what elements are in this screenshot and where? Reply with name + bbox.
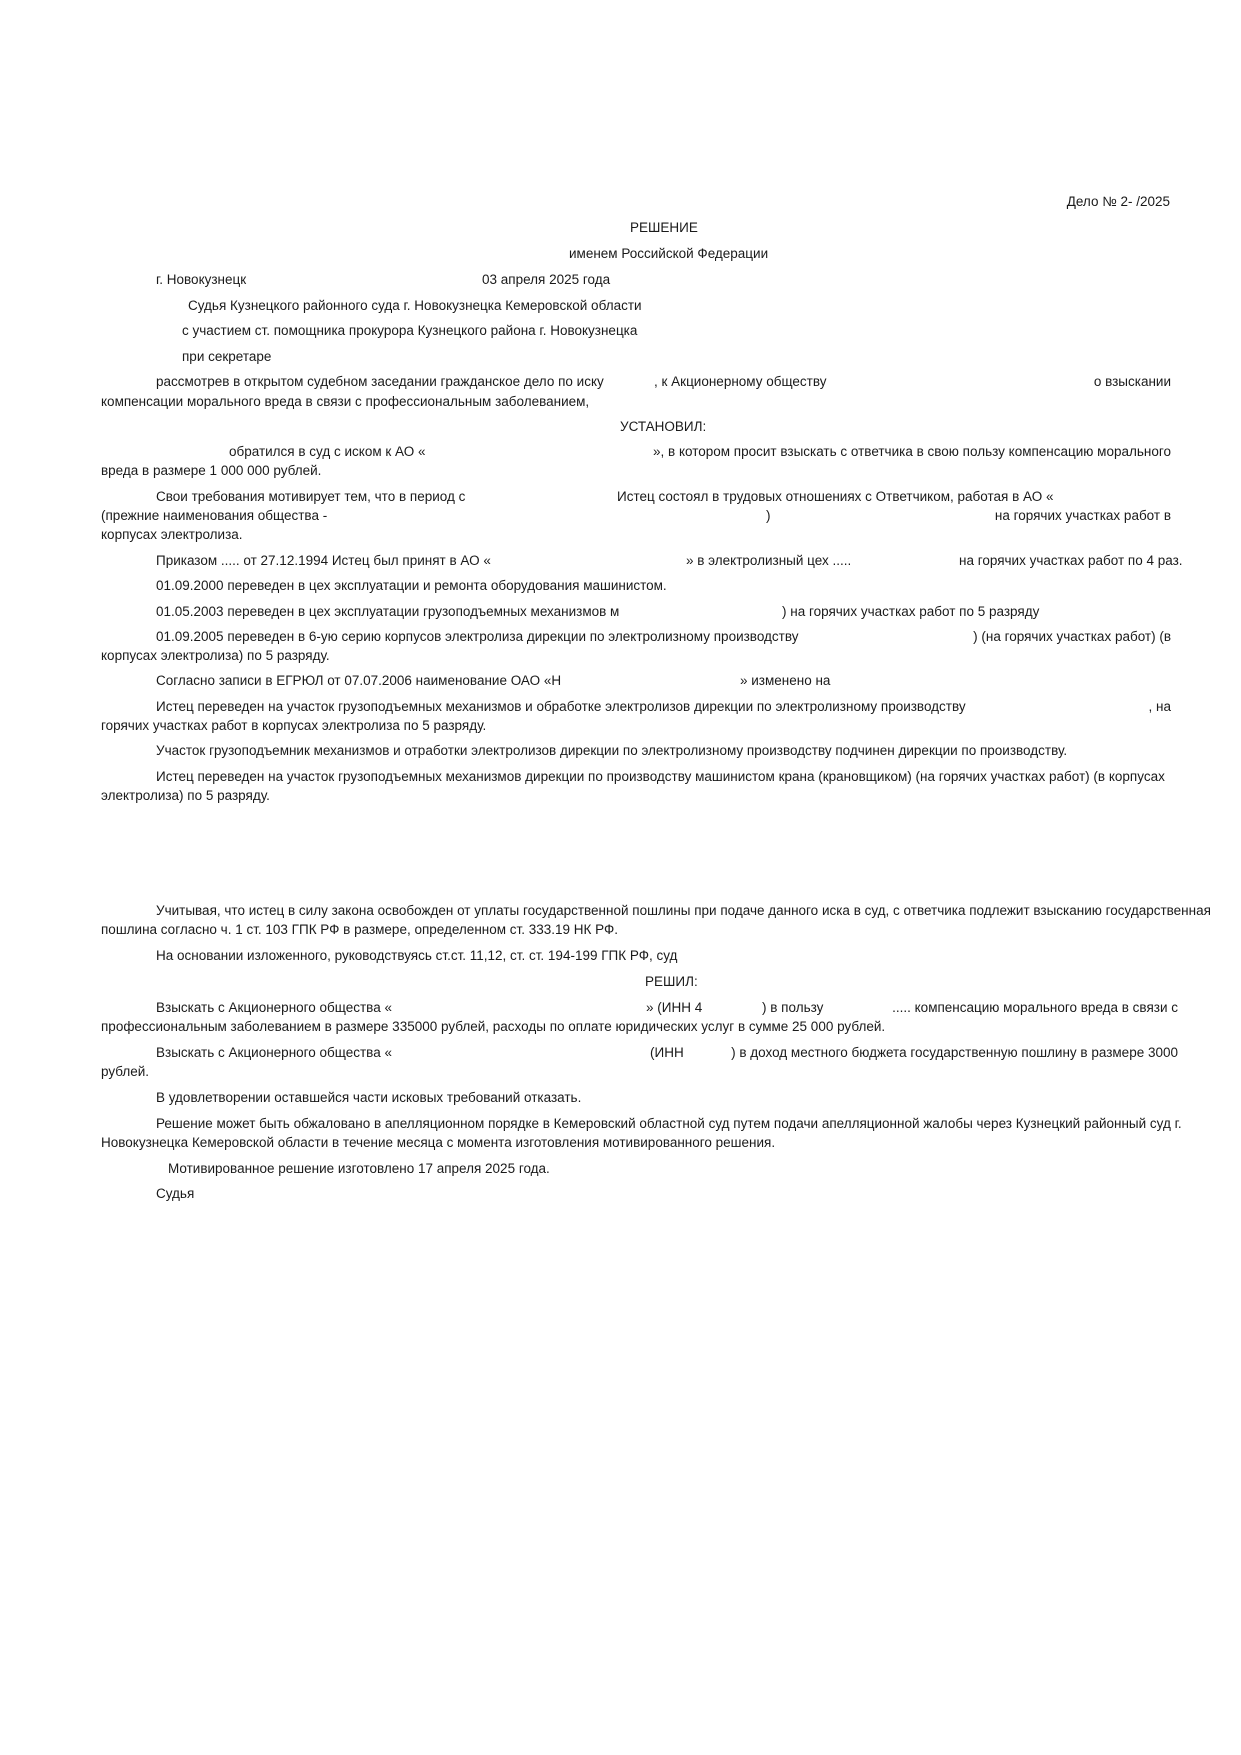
p2-part-a: Свои требования мотивирует тем, что в период с	[156, 489, 466, 504]
p7-part-a: Согласно записи в ЕГРЮЛ от 07.07.2006 наименование ОАО «Н	[156, 673, 562, 688]
p6-part-b: ) (на горячих участках работ) (в	[973, 629, 1171, 644]
costs-p1-line-2: пошлина согласно ч. 1 ст. 103 ГПК РФ в размере, определенном ст. 333.19 НК РФ.	[101, 922, 618, 937]
p1-part-b: », в котором просит взыскать с ответчика в свою пользу компенсацию морального	[653, 444, 1171, 459]
established-heading: УСТАНОВИЛ:	[620, 419, 707, 434]
r1-part-b: » (ИНН 4	[646, 1000, 703, 1015]
judge-line: Судья Кузнецкого районного суда г. Новокузнецка Кемеровской области	[188, 298, 642, 313]
p1-line-2: вреда в размере 1 000 000 рублей.	[101, 463, 322, 478]
document-title: РЕШЕНИЕ	[630, 220, 698, 235]
p5-part-a: 01.05.2003 переведен в цех эксплуатации грузоподъемных механизмов м	[156, 604, 620, 619]
decided-heading: РЕШИЛ:	[645, 974, 698, 989]
p8-part-a: Истец переведен на участок грузоподъемных механизмов и обработке электролизов дирекции по электролизному производству	[156, 699, 966, 714]
p1-part-a: обратился в суд с иском к АО «	[229, 444, 426, 459]
r1-part-a: Взыскать с Акционерного общества «	[156, 1000, 392, 1015]
p2-part-b: Истец состоял в трудовых отношениях с Ответчиком, работая в АО «	[617, 489, 1054, 504]
p2-line-3: корпусах электролиза.	[101, 527, 243, 542]
p3-part-c: на горячих участках работ по 4 раз.	[959, 553, 1183, 568]
r2-line-2: рублей.	[101, 1064, 150, 1079]
p4-line: 01.09.2000 переведен в цех эксплуатации и ремонта оборудования машинистом.	[156, 578, 667, 593]
p8-part-b: , на	[1148, 699, 1171, 714]
city: г. Новокузнецк	[156, 272, 247, 287]
prosecutor-line: с участием ст. помощника прокурора Кузнецкого района г. Новокузнецка	[182, 323, 638, 338]
p2-part-e: на горячих участках работ в	[994, 508, 1171, 523]
considered-part-c: о взыскании	[1093, 374, 1171, 389]
r1-part-d: ..... компенсацию морального вреда в связи с	[892, 1000, 1178, 1015]
p10-line: Истец переведен на участок грузоподъемных механизмов дирекции по производству машинистом крана (крановщиком) (на горячих участках работ) (в корпусах	[156, 769, 1165, 784]
considered-line-2: компенсации морального вреда в связи с профессиональным заболеванием,	[101, 394, 590, 409]
r1-part-c: ) в пользу	[762, 1000, 824, 1015]
r2-part-b: (ИНН	[650, 1045, 684, 1060]
p5-part-b: ) на горячих участках работ по 5 разряду	[782, 604, 1040, 619]
r3-line: В удовлетворении оставшейся части исковых требований отказать.	[156, 1090, 582, 1105]
r4-line-2: Новокузнецка Кемеровской области в течение месяца с момента изготовления мотивированного решения.	[101, 1135, 776, 1150]
p3-part-b: » в электролизный цех .....	[686, 553, 852, 568]
p8-line-2: горячих участках работ в корпусах электролиза по 5 разряду.	[101, 718, 487, 733]
p6-part-a: 01.09.2005 переведен в 6-ую серию корпусов электролиза дирекции по электролизному производству	[156, 629, 799, 644]
judge-signature-label: Судья	[156, 1186, 195, 1201]
secretary-line: при секретаре	[182, 349, 272, 364]
r1-line-2: профессиональным заболеванием в размере 335000 рублей, расходы по оплате юридических услуг в сумме 25 000 рублей.	[101, 1019, 886, 1034]
r2-part-a: Взыскать с Акционерного общества «	[156, 1045, 392, 1060]
considered-part-a: рассмотрев в открытом судебном заседании гражданское дело по иску	[156, 374, 604, 389]
costs-p2: На основании изложенного, руководствуясь ст.ст. 11,12, ст. ст. 194-199 ГПК РФ, суд	[156, 948, 678, 963]
p7-part-b: » изменено на	[740, 673, 831, 688]
p6-line-2: корпусах электролиза) по 5 разряду.	[101, 648, 330, 663]
motivated-line: Мотивированное решение изготовлено 17 апреля 2025 года.	[168, 1161, 550, 1176]
document-subtitle: именем Российской Федерации	[569, 246, 769, 261]
p9-line: Участок грузоподъемник механизмов и отработки электролизов дирекции по электролизному производству подчинен дирекции по производству.	[156, 743, 1068, 758]
decision-date: 03 апреля 2025 года	[482, 272, 611, 287]
costs-p1: Учитывая, что истец в силу закона освобожден от уплаты государственной пошлины при подаче данного иска в суд, с ответчика подлежит взысканию государственная	[156, 903, 1211, 918]
case-number: Дело № 2- /2025	[1066, 194, 1170, 209]
considered-part-b: , к Акционерному обществу	[654, 374, 827, 389]
r2-part-c: ) в доход местного бюджета государственную пошлину в размере 3000	[731, 1045, 1178, 1060]
p2-part-d: )	[766, 508, 771, 523]
r4-line: Решение может быть обжаловано в апелляционном порядке в Кемеровский областной суд путем подачи апелляционной жалобы через Кузнецкий районный суд г.	[156, 1116, 1182, 1131]
p2-part-c: (прежние наименования общества -	[101, 508, 328, 523]
p10-line-2: электролиза) по 5 разряду.	[101, 788, 270, 803]
p3-part-a: Приказом ..... от 27.12.1994 Истец был принят в АО «	[156, 553, 491, 568]
